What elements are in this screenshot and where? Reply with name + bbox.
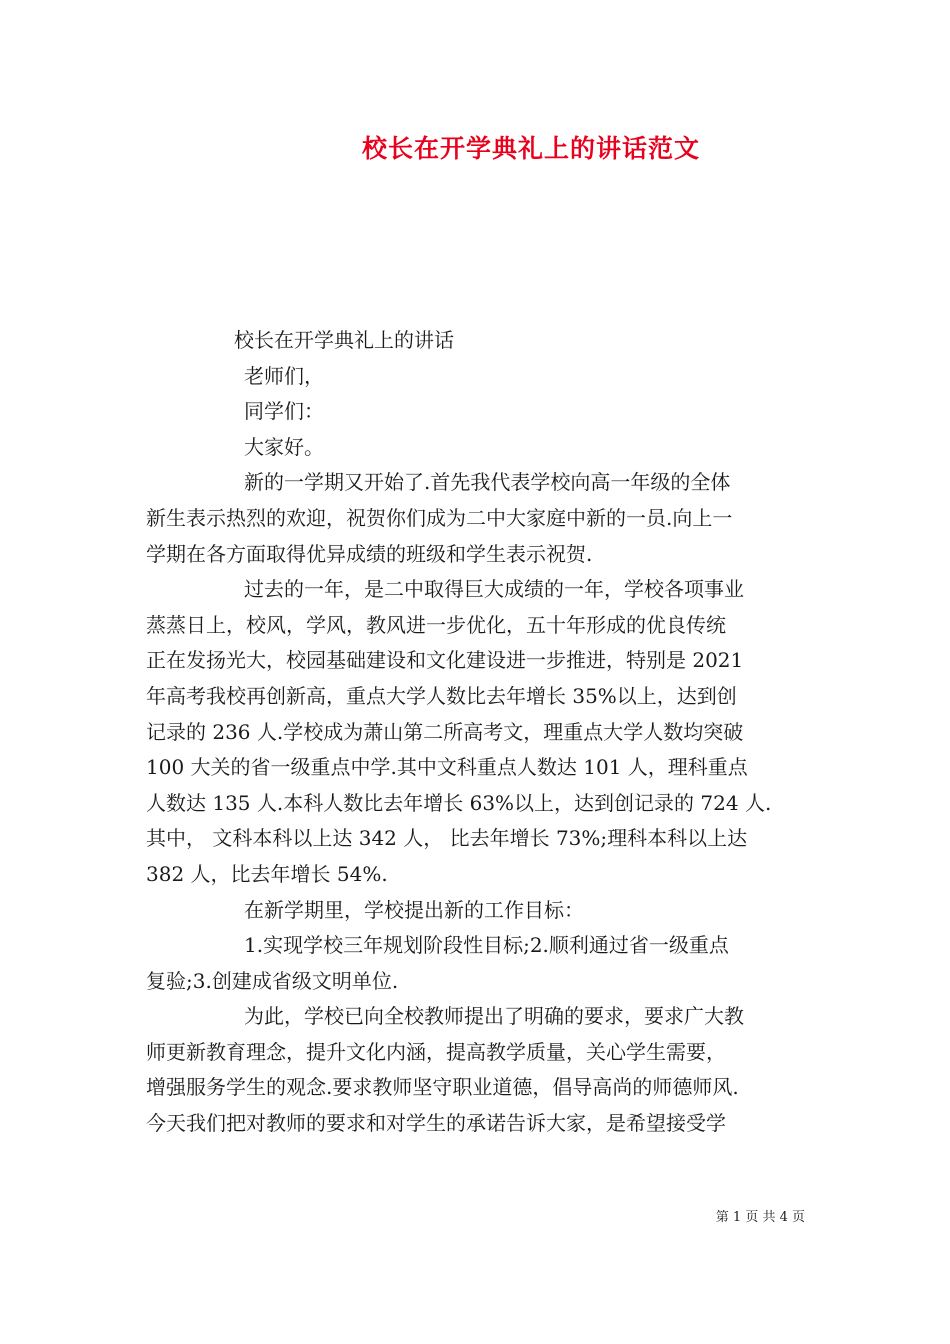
greeting: 大家好。 xyxy=(244,434,324,459)
paragraph-line: 年高考我校再创新高，重点大学人数比去年增长 35%以上，达到创 xyxy=(146,683,737,708)
paragraph-line: 100 大关的省一级重点中学.其中文科重点人数达 101 人，理科重点 xyxy=(146,755,748,780)
paragraph-line: 今天我们把对教师的要求和对学生的承诺告诉大家，是希望接受学 xyxy=(146,1111,726,1136)
paragraph-line: 1.实现学校三年规划阶段性目标;2.顺利通过省一级重点 xyxy=(244,933,729,958)
salutation-students: 同学们： xyxy=(244,399,324,424)
paragraph-line: 记录的 236 人.学校成为萧山第二所高考文，理重点大学人数均突破 xyxy=(146,719,744,744)
paragraph-line: 增强服务学生的观念.要求教师坚守职业道德，倡导高尚的师德师风. xyxy=(146,1075,739,1100)
paragraph-line: 蒸蒸日上，校风，学风，教风进一步优化，五十年形成的优良传统 xyxy=(146,612,726,637)
paragraph-line: 过去的一年，是二中取得巨大成绩的一年，学校各项事业 xyxy=(244,577,744,602)
speech-title: 校长在开学典礼上的讲话 xyxy=(234,328,454,352)
paragraph-line: 人数达 135 人.本科人数比去年增长 63%以上，达到创记录的 724 人. xyxy=(146,790,772,815)
paragraph-line: 382 人，比去年增长 54%. xyxy=(146,861,388,886)
paragraph-line: 正在发扬光大，校园基础建设和文化建设进一步推进，特别是 2021 xyxy=(146,648,744,673)
paragraph-line: 为此，学校已向全校教师提出了明确的要求，要求广大教 xyxy=(244,1004,744,1029)
paragraph-line: 复验;3.创建成省级文明单位. xyxy=(146,968,399,993)
page-number: 第 1 页 共 4 页 xyxy=(715,1210,805,1225)
document-title: 校长在开学典礼上的讲话范文 xyxy=(361,134,700,163)
paragraph-line: 师更新教育理念，提升文化内涵，提高教学质量，关心学生需要， xyxy=(146,1039,726,1064)
document-body xyxy=(146,323,810,1142)
paragraph-line: 新生表示热烈的欢迎，祝贺你们成为二中大家庭中新的一员.向上一 xyxy=(146,505,733,530)
paragraph-line: 其中， 文科本科以上达 342 人， 比去年增长 73%;理科本科以上达 xyxy=(146,826,748,851)
paragraph-line: 新的一学期又开始了.首先我代表学校向高一年级的全体 xyxy=(244,470,731,495)
salutation-teachers: 老师们， xyxy=(244,363,324,388)
paragraph-line: 在新学期里，学校提出新的工作目标： xyxy=(244,897,584,922)
paragraph-line: 学期在各方面取得优异成绩的班级和学生表示祝贺. xyxy=(146,541,593,566)
